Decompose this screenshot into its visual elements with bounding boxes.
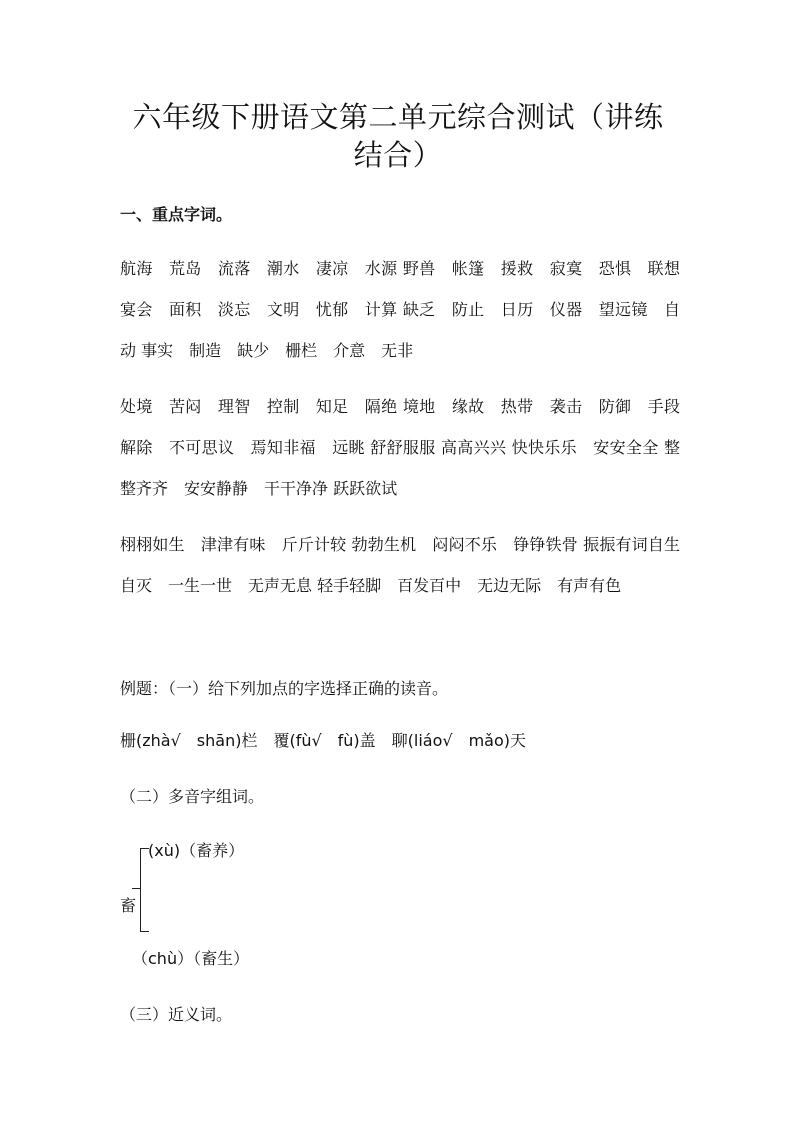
example-heading: 例题：（一）给下列加点的字选择正确的读音。 [120,679,449,698]
brace-tick [132,888,140,889]
word-list-paragraph-3 [120,524,680,606]
pinyin-choice-line: 栅(zhà√ shān)栏 覆(fù√ fù)盖 聊(liáo√ mǎo)天 [120,731,527,750]
synonym-heading: （三）近义词。 [120,1005,233,1024]
word-list-paragraph-1 [120,248,686,371]
word-list-text: 栩栩如生 津津有味 斤斤计较 勃勃生机 闷闷不乐 铮铮铁骨 振振有词自生自灭 一生一世 无声无息 轻手轻脚 百发百中 无边无际 有声有色 [120,535,680,595]
word-list-text: 处境 苦闷 理智 控制 知足 隔绝 境地 缘故 热带 袭击 防御 手段 解除 不可思议 焉知非福 远眺 舒舒服服 高高兴兴 快快乐乐 安安全全 整整齐齐 安安静静 干干净净 跃跃欲试 [120,397,686,498]
polyphone-heading: （二）多音字组词。 [120,787,265,806]
page-title: 六年级下册语文第二单元综合测试（讲练结合） [132,100,664,172]
reading-chu: （chù）（畜生） [132,949,250,968]
section-heading-key-words: 一、重点字词。 [120,205,233,224]
word-list-paragraph-2 [120,386,686,509]
word-list-text: 航海 荒岛 流落 潮水 凄凉 水源 野兽 帐篷 援救 寂寞 恐惧 联想 宴会 面积 淡忘 文明 忧郁 计算 缺乏 防止 日历 仪器 望远镜 自动 事实 制造 缺少 栅栏 介意 无非 [120,259,686,360]
polyphone-character: 畜 [120,896,137,915]
reading-xu: (xù)（畜养） [148,841,245,860]
